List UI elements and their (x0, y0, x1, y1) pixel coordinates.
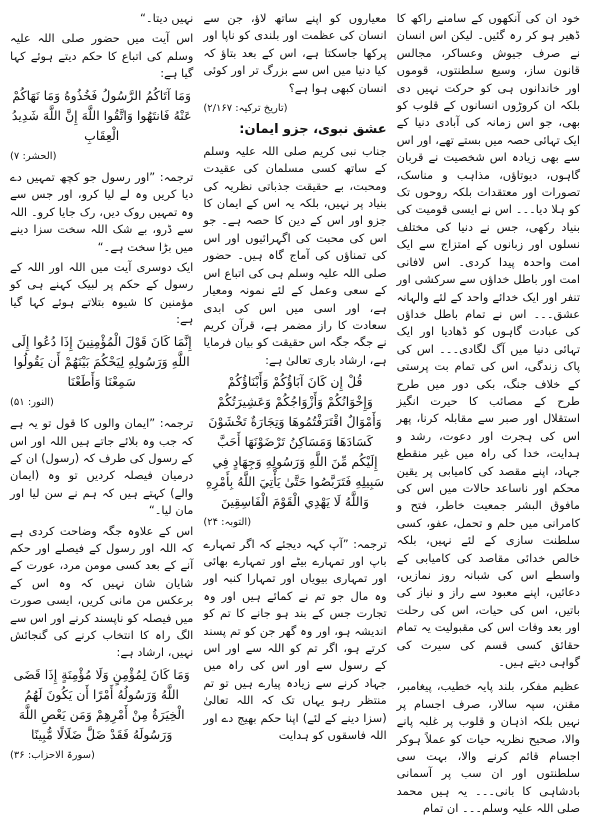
reference-citation: (الحشر: ۷) (10, 150, 57, 162)
reference-citation: (سورۃ الاحزاب: ۳۶) (10, 749, 95, 761)
column-right (396, 10, 580, 816)
reference-citation: (تاریخ ترکیہ: ۲/۱۶۷) (203, 103, 288, 115)
body-paragraph: نہیں دیتا۔“ (140, 11, 194, 25)
quran-verse: قُلْ إِن كَانَ آبَاؤُكُمْ وَأَبْنَاؤُكُمْ وَإِخْوَانُكُمْ وَأَزْوَاجُكُمْ وَعَشِيرَتُكُمْ وَأَمْوَالٌ اقْتَرَفْتُمُوهَا وَتِجَارَةٌ تَخْشَوْنَ كَسَادَهَا وَمَسَاكِنُ تَرْضَوْنَهَا أَحَبَّ إِلَيْكُم مِّنَ اللَّهِ وَرَسُولِهِ وَجِهَادٍ فِي سَبِيلِهِ فَتَرَبَّصُوا حَتَّىٰ يَأْتِيَ اللَّهُ بِأَمْرِهِ وَاللَّهُ لَا يَهْدِي الْقَوْمَ الْفَاسِقِينَ (205, 374, 385, 510)
quran-verse: وَمَا كَانَ لِمُؤْمِنٍ وَلَا مُؤْمِنَةٍ إِذَا قَضَى اللَّهُ وَرَسُولُهُ أَمْرًا أَن يَكُونَ لَهُمُ الْخِيَرَةُ مِنْ أَمْرِهِمْ وَمَن يَعْصِ اللَّهَ وَرَسُولَهُ فَقَدْ ضَلَّ ضَلَالًا مُّبِينًا (13, 666, 190, 742)
translation-paragraph: ترجمہ: ”اور رسول جو کچھ تمہیں دے دیا کریں وہ لے لیا کرو، اور جس سے وہ تمہیں روک دیں، رک جایا کرو۔ اللہ سے ڈرو، بے شک اللہ سخت سزا دینے میں بڑا سخت ہے۔“ (10, 170, 194, 254)
translation-paragraph: ترجمہ: ”آپ کہہ دیجئے کہ اگر تمہارے باپ اور تمہارے بیٹے اور تمہارے بھائی اور تمہاری بیویاں اور تمہارا کنبہ اور وہ مال جو تم نے کمائے ہیں اور وہ تجارت جس کے بند ہو جانے کا تم کو اندیشہ ہو، اور وہ گھر جن کو تم پسند کرتے ہو، اگر تم کو اللہ سے اور اس کے رسول سے اور اس کی راہ میں جہاد کرنے سے زیادہ پیارے ہیں تو تم منتظر رہو یہاں تک کہ اللہ تعالیٰ (سزا دینے کے لئے) اپنا حکم بھیج دے اور اللہ فاسقوں کو ہدایت (203, 536, 387, 742)
reference-citation: (النور: ۵۱) (10, 396, 54, 408)
body-paragraph: خود ان کی آنکھوں کے سامنے راکھ کا ڈھیر ہو کر رہ گئیں۔ لیکن اس انسان نے صرف جیوش وعساکر، مجالس قانون ساز، وسیع سلطنتوں، قوموں اور خاندانوں ہی کو حرکت نہیں دی بلکہ ان کروڑوں انسانوں کے قلوب کو بھی، جو اس زمانہ کی آبادی دنیا کے ایک تہائی حصہ میں بستے تھے، اور اس سے بھی زیادہ اس شخصیت نے قربان گاہوں، دیوتاؤں، مذاہب و مناسک، تصورات اور معتقدات بلکہ روحوں تک کو ہلا دیا۔۔۔ اس نے ایسی قومیت کی بنیاد رکھی، جس نے دنیا کی مختلف نسلوں اور زبانوں کے امتزاج سے ایک امت واحدہ پیدا کردی۔ اس لافانی امت اور باطل خداؤں سے سرکشی اور تنفر اور ایک خدائے واحد کے لئے والہانہ عشق۔۔۔ اس نے تمام باطل خداؤں کی عبادت گاہوں کو ڈھادیا اور ایک تہائی دنیا میں آگ لگادی۔۔۔ اس کی پاک زندگی، اس کی تمام بت پرستی کے خلاف جنگ، بکی دور میں طرح طرح کے مصائب کا حیرت انگیز استقلال اور صبر سے مقابلہ کرنا، پھر اس کی ہجرت اور دعوت، رشد و ہدایت، خدا کی راہ میں غیر منقطع جہاد، اپنے مقصد کی کامیابی پر یقین محکم اور ناساعد حالات میں اس کی مافوق البشر جمعیت خاطر، فتح و کامرانی میں حلم و تحمل، عفو، کسی سلطنت سازی کے لئے نہیں، بلکہ خالص خدائی مقاصد کی کامیابی کے واسطے اس کی شبانہ روز نمازیں، دعائیں، اپنے معبود سے راز و نیاز کی باتیں، اس کی حیات، اس کی رحلت اور بعد وفات اس کی مقبولیت یہ تمام حقائق کسی قسم کی سیرت کی گواہی دیتے ہیں۔ (396, 11, 580, 670)
body-paragraph: اس آیت میں حضور صلی اللہ علیہ وسلم کی اتباع کا حکم دیتے ہوئے کہا گیا ہے: (10, 31, 194, 81)
body-paragraph: معیاروں کو اپنے ساتھ لاؤ، جن سے انسان کی عظمت اور بلندی کو ناپا اور پرکھا جاسکتا ہے، اس کے بعد بتاؤ کہ کیا دنیا میں اس سے بزرگ تر اور کوئی انسان کبھی ہوا ہے؟ (203, 11, 387, 95)
translation-paragraph: ترجمہ: ”ایمان والوں کا قول تو یہ ہے کہ جب وہ بلائے جاتے ہیں اللہ اور اس کے رسول کی طرف کہ (رسول) ان کے درمیان فیصلہ کردیں تو وہ (ایمان والے) کہتے ہیں کہ ہم نے سن لیا اور مان لیا۔“ (10, 416, 194, 518)
column-left (10, 10, 193, 791)
quran-verse: وَمَا آتَاكُمُ الرَّسُولُ فَخُذُوهُ وَمَا نَهَاكُمْ عَنْهُ فَانتَهُوا وَاتَّقُوا اللَّهَ إِنَّ اللَّهَ شَدِيدُ الْعِقَابِ (11, 87, 192, 143)
body-paragraph: جناب نبی کریم صلی اللہ علیہ وسلم کے ساتھ کسی مسلمان کی عقیدت ومحبت، بے حقیقت جذباتی نظریہ کی بنیاد پر نہیں، بلکہ یہ اس کے ایمان کا جزو اور اس کے دین کا حصہ ہے۔ جو اس کی محبت کی اگہرائیوں اور اس کی تمناؤں کی آماج گاہ ہیں۔ حضور صلی اللہ علیہ وسلم ہی کی اتباع اس کے سعی وعمل کے لئے نمونہ ومعیار ہے، اور اسی میں اس کی ابدی سعادت کا راز مضمر ہے، قرآن کریم نے جگہ جگہ اس حقیقت کو بیان فرمایا ہے، ارشاد باری تعالیٰ ہے: (203, 143, 387, 367)
reference-citation: (التوبہ: ۲۴) (203, 517, 252, 529)
body-paragraph: عظیم مفکر، بلند پایہ خطیب، پیغامبر، مقنن، سپہ سالار، صرف اجسام پر نہیں بلکہ اذہان و قلوب پر غلبہ پانے والا، صحیح نظریہ حیات کو عملاً ہوکر اجسام قائم کرنے والا، بہت سی سلطنتوں اور ان سب پر آسمانی بادشاہی کا بانی۔۔۔ یہ ہیں محمد صلی اللہ علیہ وسلم۔۔۔ ان تمام (396, 679, 580, 816)
body-paragraph: ایک دوسری آیت میں اللہ اور اللہ کے رسول کے حکم پر لبیک کہنے ہی کو مؤمنین کا شیوہ بتلاتے ہوئے کہا گیا ہے: (10, 260, 194, 327)
body-paragraph: اس کے علاوہ جگہ وضاحت کردی ہے کہ اللہ اور رسول کے فیصلے اور حکم آنے کے بعد کسی مومن مرد، عورت کے شایان شان نہیں کہ وہ اس کے برعکس من مانی کریں، ایسی صورت میں فیصلہ کو ناپسند کرنے اور اس سے الگ راہ کا انتخاب کرنے کی گنجائش نہیں، ارشاد ہے: (10, 523, 194, 660)
quran-verse: إِنَّمَا كَانَ قَوْلَ الْمُؤْمِنِينَ إِذَا دُعُوا إِلَى اللَّهِ وَرَسُولِهِ لِيَحْكُمَ بَيْنَهُمْ أَن يَقُولُوا سَمِعْنَا وَأَطَعْنَا (11, 333, 192, 389)
column-middle (203, 10, 386, 791)
section-heading: عشق نبوی، جزو ایمان: (239, 122, 387, 138)
